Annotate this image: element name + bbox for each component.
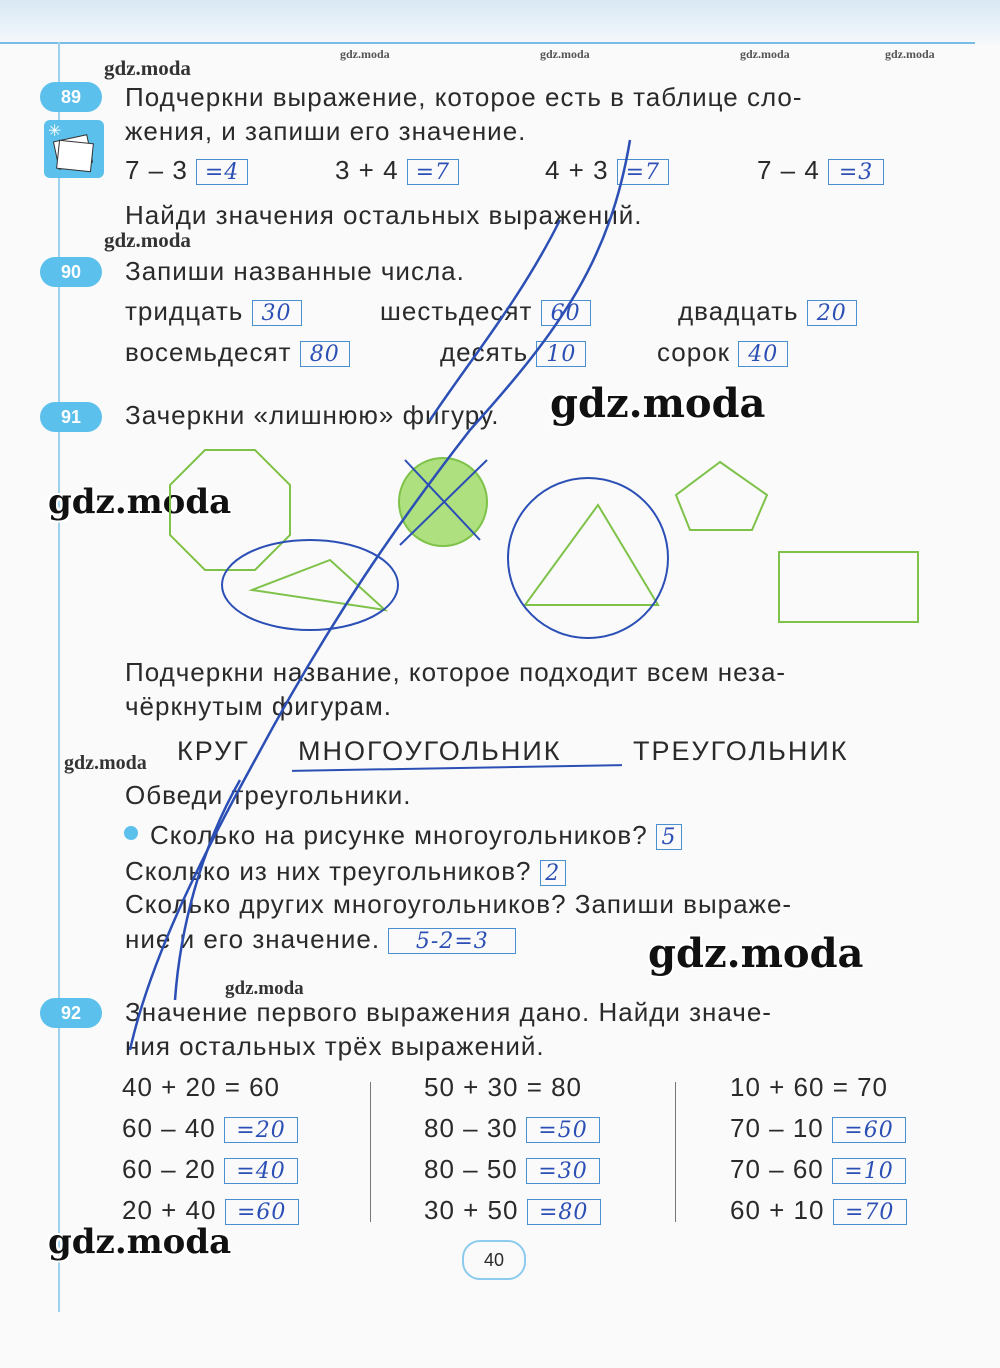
watermark: gdz.moda xyxy=(540,47,590,61)
ex92-row xyxy=(424,1113,600,1144)
answer-box[interactable]: =7 xyxy=(407,159,459,185)
exercise-number-89: 89 xyxy=(40,82,102,112)
ex90-item xyxy=(440,337,586,368)
exercise-number-92: 92 xyxy=(40,998,102,1028)
margin-line xyxy=(58,42,60,1312)
svg-text:✳: ✳ xyxy=(48,123,62,140)
given-expression: 50 + 30 = 80 xyxy=(424,1072,583,1102)
ex92-row xyxy=(730,1195,907,1226)
triangle-shape xyxy=(525,505,658,605)
answer-box[interactable]: 2 xyxy=(540,860,566,886)
option-circle[interactable]: КРУГ xyxy=(177,736,250,766)
expression: 4 + 3 xyxy=(545,155,609,185)
answer-box[interactable]: =10 xyxy=(832,1158,906,1184)
question-text: ние и его значение. xyxy=(125,924,381,954)
ex89-text-line1: Подчеркни выражение, которое есть в таблице сло- xyxy=(125,82,803,112)
answer-box[interactable]: 30 xyxy=(252,300,302,326)
circled-mark xyxy=(508,478,668,638)
option-polygon[interactable]: МНОГОУГОЛЬНИК xyxy=(298,736,562,766)
circled-mark xyxy=(222,540,398,630)
number-word: двадцать xyxy=(678,296,799,326)
expression: 80 – 30 xyxy=(424,1113,518,1143)
watermark: gdz.moda xyxy=(48,1222,232,1262)
expression: 20 + 40 xyxy=(122,1195,217,1225)
answer-box[interactable]: =30 xyxy=(526,1158,600,1184)
ex89-item xyxy=(335,155,459,186)
ex91-shapes xyxy=(0,430,1000,670)
ex91-question xyxy=(125,924,516,955)
ex91-question xyxy=(125,856,566,887)
watermark: gdz.moda xyxy=(885,47,935,61)
ex91-text-a: Подчеркни название, которое подходит всем неза- xyxy=(125,657,787,687)
answer-box[interactable]: =60 xyxy=(832,1117,906,1143)
answer-box[interactable]: =80 xyxy=(527,1199,601,1225)
ex89-item xyxy=(125,155,248,186)
ex90-item xyxy=(678,296,857,327)
ex92-text-line1: Значение первого выражения дано. Найди значе- xyxy=(125,997,772,1027)
ex92-text-line2: ния остальных трёх выражений. xyxy=(125,1031,545,1061)
given-expression: 10 + 60 = 70 xyxy=(730,1072,889,1102)
watermark: gdz.moda xyxy=(48,482,232,522)
exercise-number-90: 90 xyxy=(40,257,102,287)
answer-box[interactable]: 20 xyxy=(807,300,857,326)
answer-box[interactable]: =60 xyxy=(225,1199,299,1225)
answer-box[interactable]: 5-2=3 xyxy=(388,928,516,954)
expression: 60 – 20 xyxy=(122,1154,216,1184)
ex89-text-line2: жения, и запиши его значение. xyxy=(125,116,527,146)
expression: 70 – 10 xyxy=(730,1113,824,1143)
cards-icon xyxy=(44,120,104,178)
header-line xyxy=(0,42,975,44)
page-number: 40 xyxy=(462,1240,526,1280)
number-word: сорок xyxy=(657,337,731,367)
column-divider xyxy=(675,1082,676,1222)
number-word: шестьдесят xyxy=(380,296,533,326)
answer-box[interactable]: =40 xyxy=(224,1158,298,1184)
ex90-title: Запиши названные числа. xyxy=(125,256,465,286)
expression: 80 – 50 xyxy=(424,1154,518,1184)
answer-box[interactable]: 40 xyxy=(738,341,788,367)
option-triangle[interactable]: ТРЕУГОЛЬНИК xyxy=(633,736,849,766)
answer-box[interactable]: =7 xyxy=(617,159,669,185)
column-divider xyxy=(370,1082,371,1222)
ex91-question xyxy=(150,820,682,851)
question-text: Сколько из них треугольников? xyxy=(125,856,532,886)
number-word: восемьдесят xyxy=(125,337,292,367)
ex92-row xyxy=(424,1195,601,1226)
answer-box[interactable]: =70 xyxy=(833,1199,907,1225)
ex91-question-line: Сколько других многоугольников? Запиши выраже- xyxy=(125,889,793,919)
answer-box[interactable]: 5 xyxy=(656,824,682,850)
watermark: gdz.moda xyxy=(340,47,390,61)
watermark: gdz.moda xyxy=(648,930,864,977)
ex90-item xyxy=(380,296,591,327)
answer-box[interactable]: =3 xyxy=(828,159,884,185)
answer-box[interactable]: =4 xyxy=(196,159,248,185)
number-word: тридцать xyxy=(125,296,244,326)
watermark: gdz.moda xyxy=(104,228,191,252)
answer-box[interactable]: 60 xyxy=(541,300,591,326)
expression: 60 – 40 xyxy=(122,1113,216,1143)
ex89-text-line3: Найди значения остальных выражений. xyxy=(125,200,643,230)
bullet-dot xyxy=(124,826,138,840)
ex92-row xyxy=(122,1113,298,1144)
watermark: gdz.moda xyxy=(225,978,304,999)
pentagon-shape xyxy=(676,462,767,530)
ex90-item xyxy=(125,296,302,327)
ex89-item xyxy=(757,155,884,186)
exercise-number-91: 91 xyxy=(40,402,102,432)
watermark: gdz.moda xyxy=(740,47,790,61)
answer-box[interactable]: =20 xyxy=(224,1117,298,1143)
rectangle-shape xyxy=(779,552,918,622)
octagon-shape xyxy=(170,450,290,570)
given-expression: 40 + 20 = 60 xyxy=(122,1072,281,1102)
ex92-row xyxy=(730,1113,906,1144)
ex91-title: Зачеркни «лишнюю» фигуру. xyxy=(125,400,500,430)
expression: 60 + 10 xyxy=(730,1195,825,1225)
watermark: gdz.moda xyxy=(104,56,191,80)
header-band xyxy=(0,0,1000,48)
ex89-item xyxy=(545,155,669,186)
answer-box[interactable]: =50 xyxy=(526,1117,600,1143)
expression: 70 – 60 xyxy=(730,1154,824,1184)
expression: 7 – 4 xyxy=(757,155,820,185)
expression: 3 + 4 xyxy=(335,155,399,185)
expression: 30 + 50 xyxy=(424,1195,519,1225)
ex92-row xyxy=(424,1154,600,1185)
answer-box[interactable]: 80 xyxy=(300,341,350,367)
ex90-item xyxy=(657,337,788,368)
ex92-row xyxy=(730,1154,906,1185)
watermark: gdz.moda xyxy=(550,380,766,427)
ex92-row xyxy=(122,1154,298,1185)
ex91-text-b: чёркнутым фигурам. xyxy=(125,691,393,721)
number-word: десять xyxy=(440,337,529,367)
expression: 7 – 3 xyxy=(125,155,188,185)
watermark: gdz.moda xyxy=(64,752,147,774)
ex91-text-c: Обведи треугольники. xyxy=(125,780,412,810)
answer-box[interactable]: 10 xyxy=(536,341,586,367)
triangle-shape xyxy=(252,560,385,610)
ex90-item xyxy=(125,337,350,368)
question-text: Сколько на рисунке многоугольников? xyxy=(150,820,648,850)
